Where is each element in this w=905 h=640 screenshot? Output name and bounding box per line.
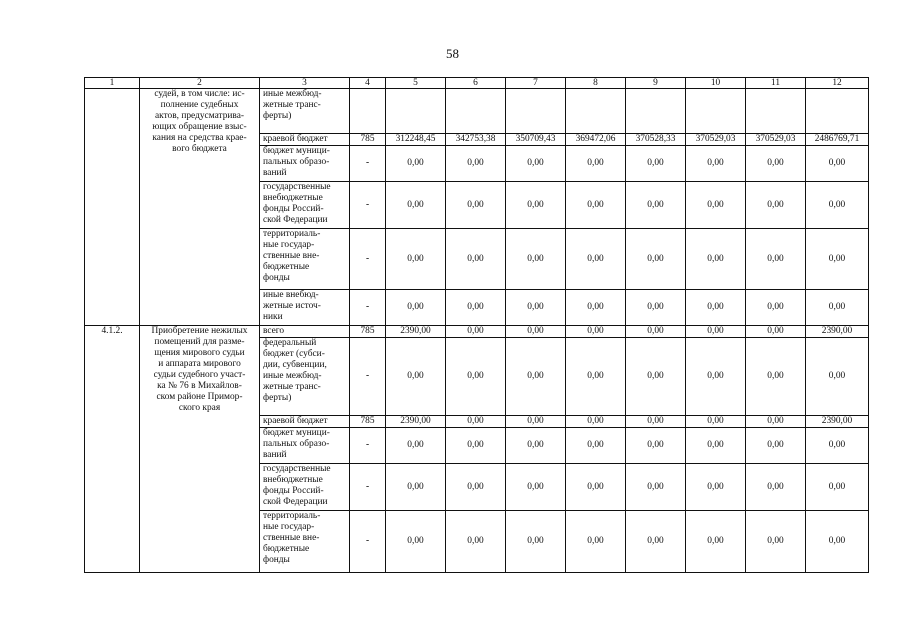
value-cell: 0,00 xyxy=(386,182,446,229)
value-cell: 2390,00 xyxy=(386,326,446,338)
budget-table xyxy=(84,77,869,573)
value-cell: 0,00 xyxy=(386,511,446,573)
header-cell: 1 xyxy=(85,78,140,89)
header-cell: 10 xyxy=(686,78,746,89)
budget-code: - xyxy=(350,428,386,464)
value-cell: 2390,00 xyxy=(806,416,869,428)
value-cell: 2486769,71 xyxy=(806,134,869,146)
value-cell: 0,00 xyxy=(626,416,686,428)
value-cell: 0,00 xyxy=(386,290,446,326)
funding-source: бюджет муници- пальных образо- ваний xyxy=(260,428,350,464)
value-cell: 0,00 xyxy=(386,229,446,290)
funding-source: иные межбюд- жетные транс- ферты) xyxy=(260,89,350,134)
measure-number: 4.1.2. xyxy=(85,326,140,573)
value-cell: 0,00 xyxy=(686,326,746,338)
value-cell: 0,00 xyxy=(686,464,746,511)
funding-source: государственные внебюджетные фонды Россий- ской Федерации xyxy=(260,464,350,511)
value-cell: 0,00 xyxy=(626,326,686,338)
value-cell: 0,00 xyxy=(626,146,686,182)
header-cell: 5 xyxy=(386,78,446,89)
funding-source: государственные внебюджетные фонды Россий- ской Федерации xyxy=(260,182,350,229)
budget-code: - xyxy=(350,229,386,290)
funding-source: территориаль- ные государ- ственные вне- бюджетные фонды xyxy=(260,511,350,573)
funding-source: территориаль- ные государ- ственные вне- бюджетные фонды xyxy=(260,229,350,290)
value-cell: 0,00 xyxy=(386,338,446,416)
value-cell: 0,00 xyxy=(506,290,566,326)
value-cell: 0,00 xyxy=(446,146,506,182)
value-cell xyxy=(386,89,446,134)
funding-source: краевой бюджет xyxy=(260,134,350,146)
value-cell: 0,00 xyxy=(506,464,566,511)
value-cell: 350709,43 xyxy=(506,134,566,146)
budget-code: 785 xyxy=(350,326,386,338)
value-cell xyxy=(446,89,506,134)
budget-code: - xyxy=(350,464,386,511)
value-cell: 0,00 xyxy=(626,428,686,464)
value-cell: 0,00 xyxy=(506,146,566,182)
measure-name: Приобретение нежилых помещений для разме- щения мирового судьи и аппарата мирового судьи судебного участ- ка № 76 в Михайлов- ском районе Примор- ского края xyxy=(140,326,260,573)
value-cell: 0,00 xyxy=(686,290,746,326)
value-cell: 0,00 xyxy=(806,146,869,182)
value-cell: 0,00 xyxy=(446,511,506,573)
value-cell: 0,00 xyxy=(506,182,566,229)
table-body xyxy=(85,78,869,573)
value-cell: 0,00 xyxy=(746,146,806,182)
value-cell: 369472,06 xyxy=(566,134,626,146)
value-cell: 0,00 xyxy=(446,464,506,511)
value-cell: 0,00 xyxy=(746,326,806,338)
page-number: 58 xyxy=(446,46,459,61)
value-cell: 0,00 xyxy=(566,338,626,416)
value-cell: 0,00 xyxy=(566,464,626,511)
value-cell: 0,00 xyxy=(806,428,869,464)
value-cell: 0,00 xyxy=(566,428,626,464)
value-cell: 0,00 xyxy=(506,416,566,428)
value-cell: 0,00 xyxy=(446,229,506,290)
value-cell xyxy=(566,89,626,134)
budget-code: - xyxy=(350,511,386,573)
value-cell: 342753,38 xyxy=(446,134,506,146)
value-cell: 0,00 xyxy=(746,464,806,511)
value-cell: 0,00 xyxy=(566,182,626,229)
value-cell: 0,00 xyxy=(446,290,506,326)
value-cell: 0,00 xyxy=(506,338,566,416)
budget-code: - xyxy=(350,338,386,416)
value-cell: 2390,00 xyxy=(806,326,869,338)
value-cell: 0,00 xyxy=(686,338,746,416)
value-cell: 370529,03 xyxy=(686,134,746,146)
value-cell: 0,00 xyxy=(446,326,506,338)
value-cell xyxy=(686,89,746,134)
value-cell: 0,00 xyxy=(746,182,806,229)
value-cell: 0,00 xyxy=(806,464,869,511)
table-row xyxy=(85,89,869,134)
value-cell: 0,00 xyxy=(386,464,446,511)
value-cell: 370529,03 xyxy=(746,134,806,146)
value-cell: 0,00 xyxy=(686,416,746,428)
value-cell: 0,00 xyxy=(626,290,686,326)
value-cell: 0,00 xyxy=(686,182,746,229)
value-cell: 0,00 xyxy=(806,511,869,573)
funding-source: иные внебюд- жетные источ- ники xyxy=(260,290,350,326)
header-cell: 8 xyxy=(566,78,626,89)
header-cell: 12 xyxy=(806,78,869,89)
value-cell: 0,00 xyxy=(626,338,686,416)
header-cell: 11 xyxy=(746,78,806,89)
value-cell: 0,00 xyxy=(446,182,506,229)
budget-code: - xyxy=(350,290,386,326)
value-cell: 370528,33 xyxy=(626,134,686,146)
funding-source: бюджет муници- пальных образо- ваний xyxy=(260,146,350,182)
value-cell: 0,00 xyxy=(626,182,686,229)
value-cell xyxy=(506,89,566,134)
value-cell: 0,00 xyxy=(506,229,566,290)
value-cell: 0,00 xyxy=(686,146,746,182)
value-cell: 0,00 xyxy=(746,511,806,573)
value-cell: 0,00 xyxy=(746,229,806,290)
value-cell: 0,00 xyxy=(566,416,626,428)
value-cell: 0,00 xyxy=(446,428,506,464)
value-cell: 0,00 xyxy=(686,229,746,290)
value-cell: 0,00 xyxy=(626,511,686,573)
value-cell: 0,00 xyxy=(386,428,446,464)
budget-code xyxy=(350,89,386,134)
value-cell: 0,00 xyxy=(806,290,869,326)
funding-source: всего xyxy=(260,326,350,338)
measure-number xyxy=(85,89,140,326)
value-cell: 0,00 xyxy=(446,338,506,416)
value-cell: 0,00 xyxy=(506,428,566,464)
value-cell: 0,00 xyxy=(806,182,869,229)
header-cell: 7 xyxy=(506,78,566,89)
value-cell: 0,00 xyxy=(626,229,686,290)
value-cell: 0,00 xyxy=(806,229,869,290)
header-cell: 2 xyxy=(140,78,260,89)
budget-code: - xyxy=(350,146,386,182)
value-cell: 2390,00 xyxy=(386,416,446,428)
budget-code: 785 xyxy=(350,134,386,146)
value-cell: 0,00 xyxy=(746,338,806,416)
value-cell: 0,00 xyxy=(746,416,806,428)
value-cell: 0,00 xyxy=(626,464,686,511)
value-cell: 0,00 xyxy=(386,146,446,182)
value-cell: 0,00 xyxy=(746,290,806,326)
value-cell: 312248,45 xyxy=(386,134,446,146)
value-cell xyxy=(746,89,806,134)
value-cell: 0,00 xyxy=(686,511,746,573)
funding-source: федеральный бюджет (субси- дии, субвенции, иные межбюд- жетные транс- ферты) xyxy=(260,338,350,416)
measure-name: судей, в том числе: ис- полнение судебных актов, предусматрива- ющих обращение взыс- кания на средства крае- вого бюджета xyxy=(140,89,260,326)
value-cell xyxy=(626,89,686,134)
value-cell: 0,00 xyxy=(506,511,566,573)
budget-code: - xyxy=(350,182,386,229)
value-cell: 0,00 xyxy=(566,290,626,326)
header-cell: 6 xyxy=(446,78,506,89)
value-cell: 0,00 xyxy=(566,511,626,573)
value-cell: 0,00 xyxy=(746,428,806,464)
value-cell: 0,00 xyxy=(806,338,869,416)
value-cell: 0,00 xyxy=(446,416,506,428)
value-cell: 0,00 xyxy=(566,326,626,338)
value-cell: 0,00 xyxy=(506,326,566,338)
value-cell: 0,00 xyxy=(686,428,746,464)
value-cell xyxy=(806,89,869,134)
budget-code: 785 xyxy=(350,416,386,428)
funding-source: краевой бюджет xyxy=(260,416,350,428)
header-cell: 3 xyxy=(260,78,350,89)
header-row xyxy=(85,78,869,89)
table-row xyxy=(85,326,869,338)
value-cell: 0,00 xyxy=(566,146,626,182)
header-cell: 4 xyxy=(350,78,386,89)
header-cell: 9 xyxy=(626,78,686,89)
value-cell: 0,00 xyxy=(566,229,626,290)
